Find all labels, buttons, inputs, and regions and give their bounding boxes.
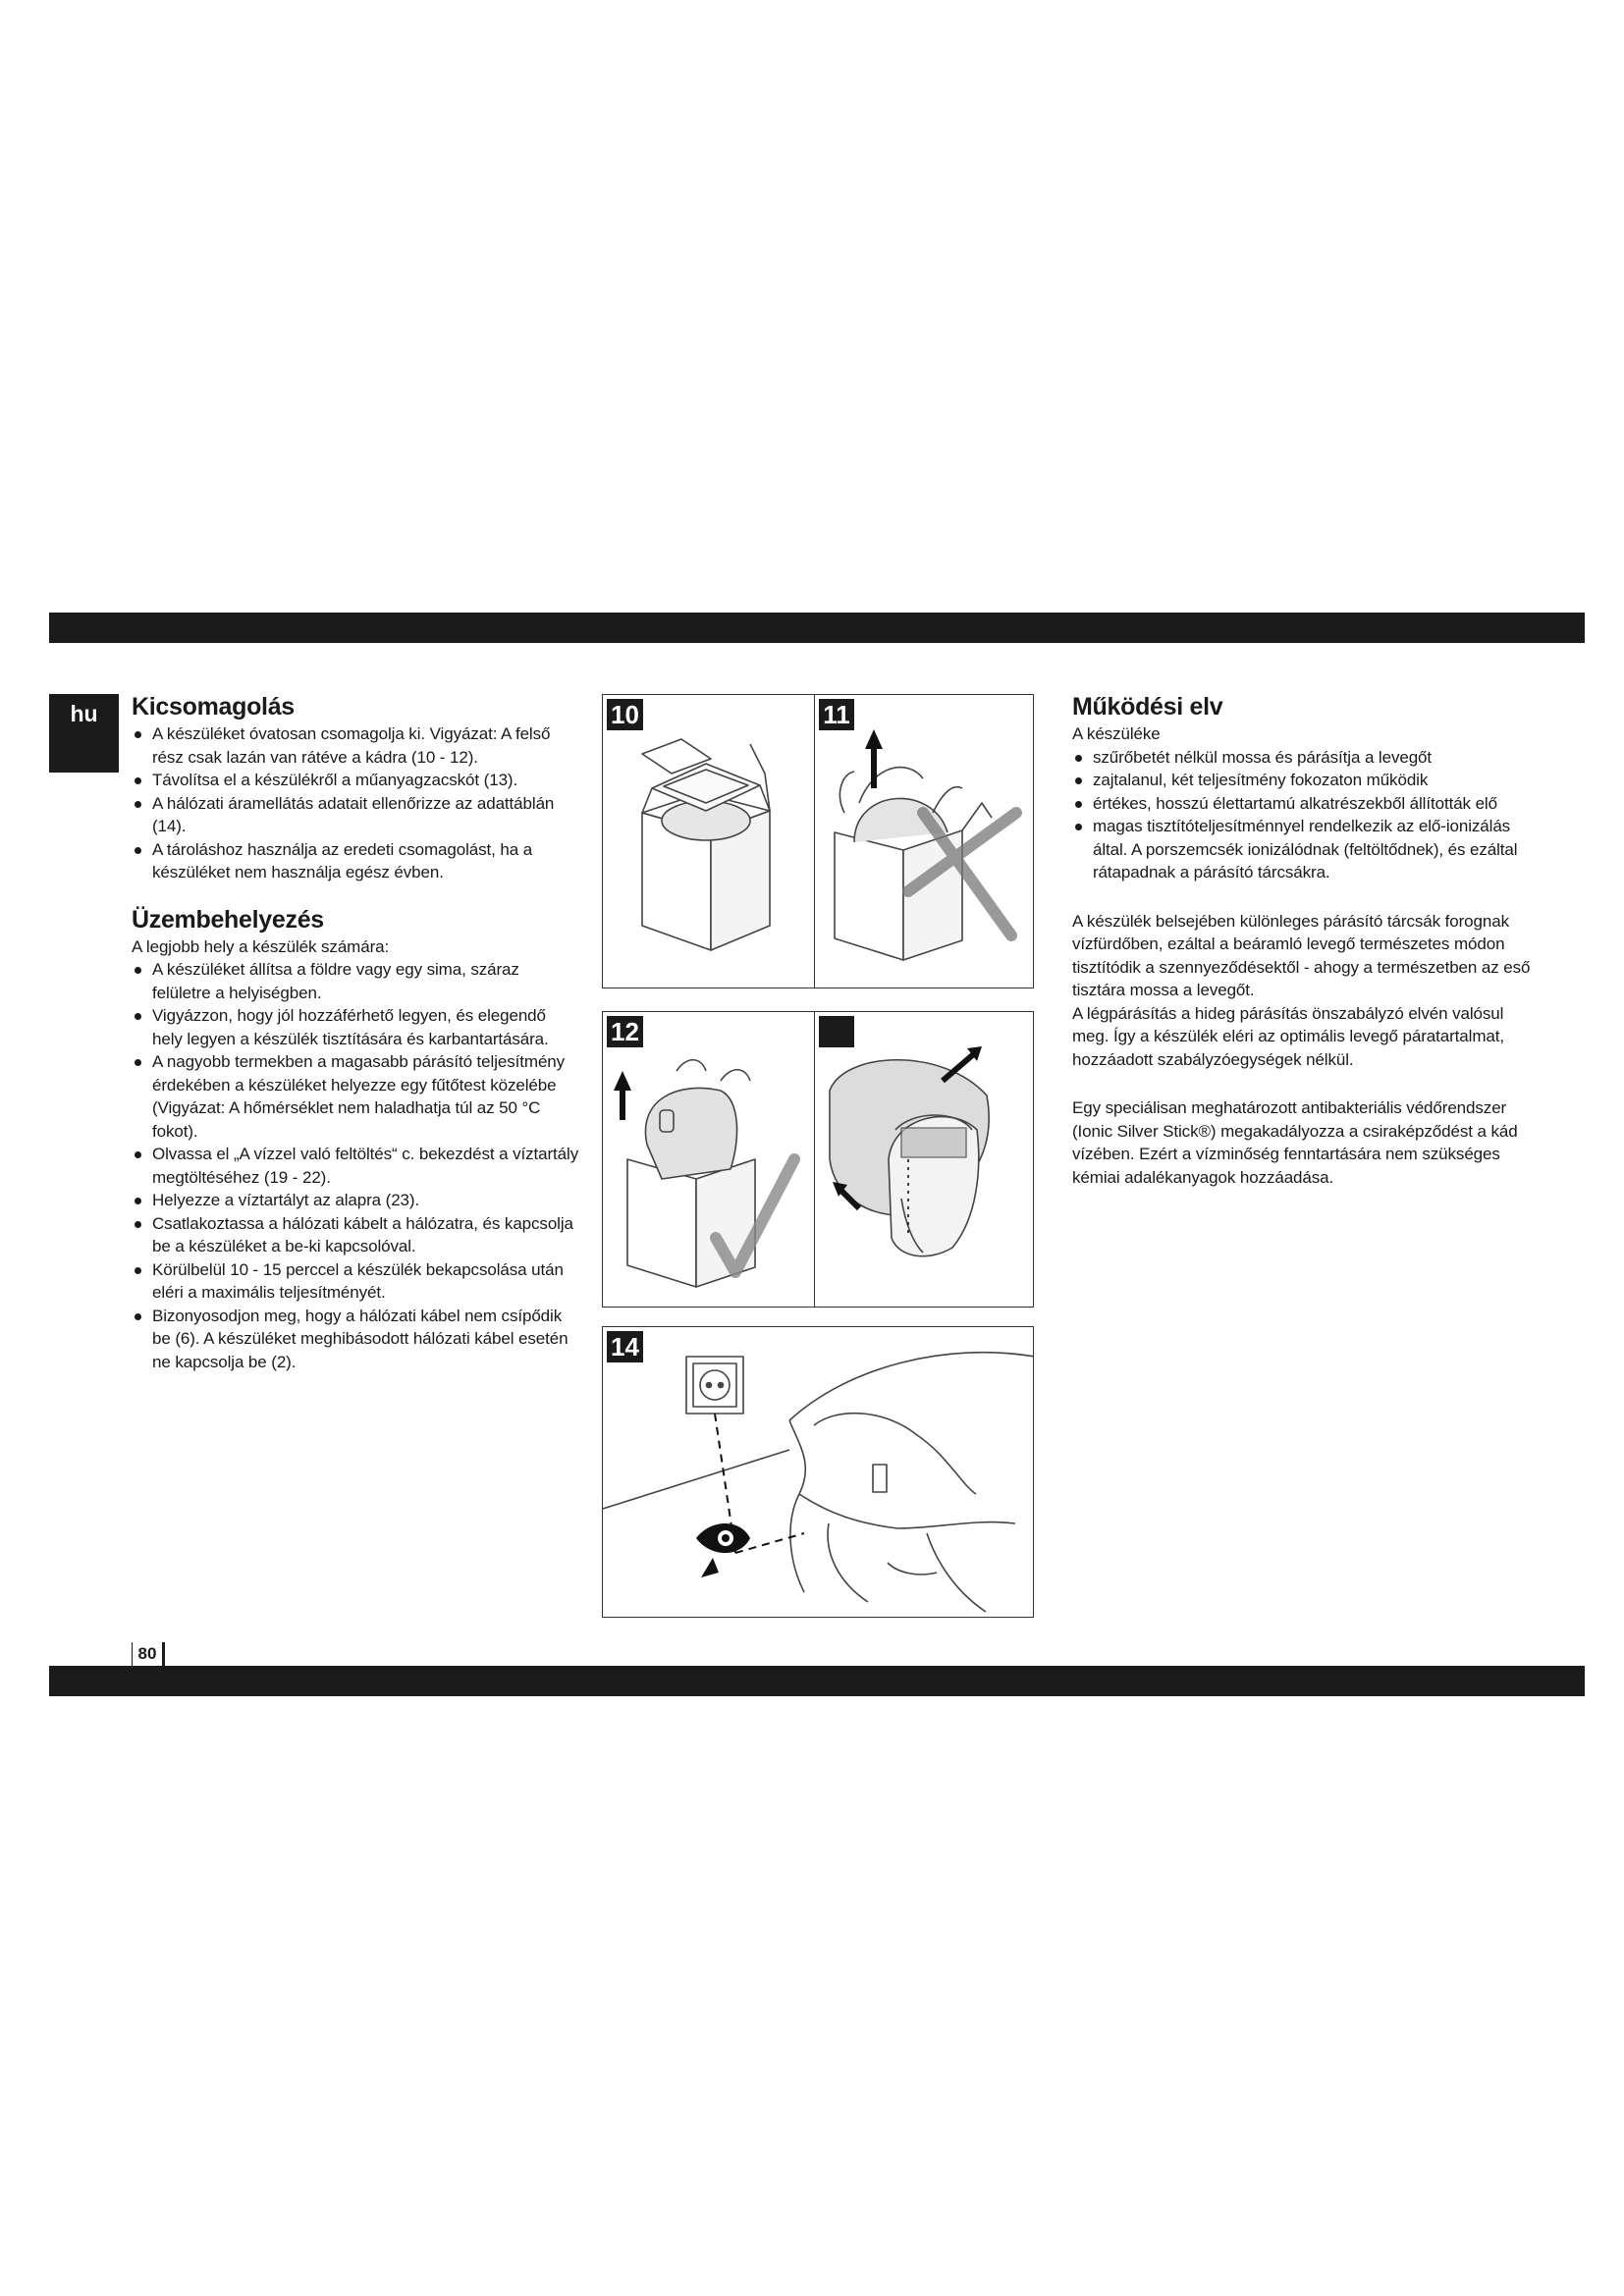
list-item: A nagyobb termekben a magasabb párásító teljesítmény érdekében a készüléket helyezze egy fűtőtest közelébe (Vigyázat: A hőmérséklet nem haladhatja túl az 50 °C fokot). — [132, 1050, 579, 1143]
list-item: Vigyázzon, hogy jól hozzáférhető legyen, és elegendő hely legyen a készülék tisztítására és karbantartására. — [132, 1004, 579, 1050]
list-item: Körülbelül 10 - 15 perccel a készülék bekapcsolása után eléri a maximális teljesítményét. — [132, 1258, 579, 1305]
figure-number: 12 — [607, 1016, 643, 1047]
figure-number: 11 — [819, 699, 854, 730]
list-item: Távolítsa el a készülékről a műanyagzacskót (13). — [132, 769, 579, 792]
principle-paragraph-1: A készülék belsejében különleges párásító tárcsák forognak vízfürdőben, ezáltal a beáramló levegő természetes módon tisztítódik a szennyeződésektől - ahogy a természetben az eső tisztára mossa a levegőt. — [1072, 911, 1531, 999]
left-text-column — [132, 693, 579, 1373]
list-item: Bizonyosodjon meg, hogy a hálózati kábel nem csípődik be (6). A készüléket meghibásodott hálózati kábel esetén ne kapcsolja be (2). — [132, 1305, 579, 1374]
correct-lifting-illustration — [603, 1012, 816, 1308]
principle-heading: Működési elv — [1072, 693, 1223, 721]
principle-list — [1072, 746, 1543, 884]
bottom-footer-bar — [49, 1666, 1585, 1696]
setup-intro: A legjobb hely a készülék számára: — [132, 936, 390, 956]
unpacking-heading: Kicsomagolás — [132, 693, 295, 721]
list-item: magas tisztítóteljesítménnyel rendelkezik az elő-ionizálás által. A porszemcsék ionizálódnak (feltöltődnek), és ezáltal rátapadnak a párásító tárcsákra. — [1072, 815, 1543, 884]
list-item: Olvassa el „A vízzel való feltöltés“ c. bekezdést a víztartály megtöltéséhez (19 - 22). — [132, 1143, 579, 1189]
power-outlet-and-nameplate-illustration — [603, 1327, 1034, 1618]
setup-heading: Üzembehelyezés — [132, 905, 324, 934]
figure-10-unpacking — [602, 694, 816, 988]
figure-number: 10 — [607, 699, 643, 730]
figure-number: 14 — [607, 1331, 643, 1362]
setup-list — [132, 958, 579, 1373]
unpacking-list — [132, 722, 579, 884]
figure-11-wrong-lifting — [814, 694, 1034, 988]
list-item: A készüléket állítsa a földre vagy egy sima, száraz felületre a helyiségben. — [132, 958, 579, 1004]
figure-14-nameplate — [602, 1326, 1034, 1618]
list-item: értékes, hosszú élettartamú alkatrészekből állították elő — [1072, 792, 1543, 816]
list-item: A készüléket óvatosan csomagolja ki. Vigyázat: A felső rész csak lazán van rátéve a kádra (10 - 12). — [132, 722, 579, 769]
wrong-lifting-illustration — [815, 695, 1034, 988]
principle-paragraph-3: Egy speciálisan meghatározott antibakteriális védőrendszer (Ionic Silver Stick®) megakadályozza a csiraképződést a kád vízében. Ezért a vízminőség fenntartására nem szükséges kémiai adalékanyagok hozzáadása. — [1072, 1098, 1518, 1187]
list-item: A tároláshoz használja az eredeti csomagolást, ha a készüléket nem használja egész évben. — [132, 838, 579, 884]
page-number: 80 — [132, 1642, 165, 1666]
box-with-lid-illustration — [603, 695, 816, 988]
figure-number — [819, 1016, 854, 1047]
top-header-bar — [49, 613, 1585, 643]
list-item: szűrőbetét nélkül mossa és párásítja a levegőt — [1072, 746, 1543, 770]
principle-intro: A készüléke — [1072, 724, 1161, 743]
list-item: zajtalanul, két teljesítmény fokozaton működik — [1072, 769, 1543, 792]
right-text-column — [1072, 693, 1543, 1189]
figure-13-remove-bag — [814, 1011, 1034, 1308]
list-item: Helyezze a víztartályt az alapra (23). — [132, 1189, 579, 1212]
remove-plastic-bag-illustration — [815, 1012, 1034, 1308]
figure-12-correct-lifting — [602, 1011, 816, 1308]
list-item: A hálózati áramellátás adatait ellenőrizze az adattáblán (14). — [132, 792, 579, 838]
language-tab: hu — [49, 694, 119, 773]
principle-paragraph-2: A légpárásítás a hideg párásítás önszabályzó elvén valósul meg. Így a készülék eléri az optimális levegő páratartalmat, hozzáadott szabályzóegységek nélkül. — [1072, 1003, 1504, 1069]
list-item: Csatlakoztassa a hálózati kábelt a hálózatra, és kapcsolja be a készüléket a be-ki kapcsolóval. — [132, 1212, 579, 1258]
